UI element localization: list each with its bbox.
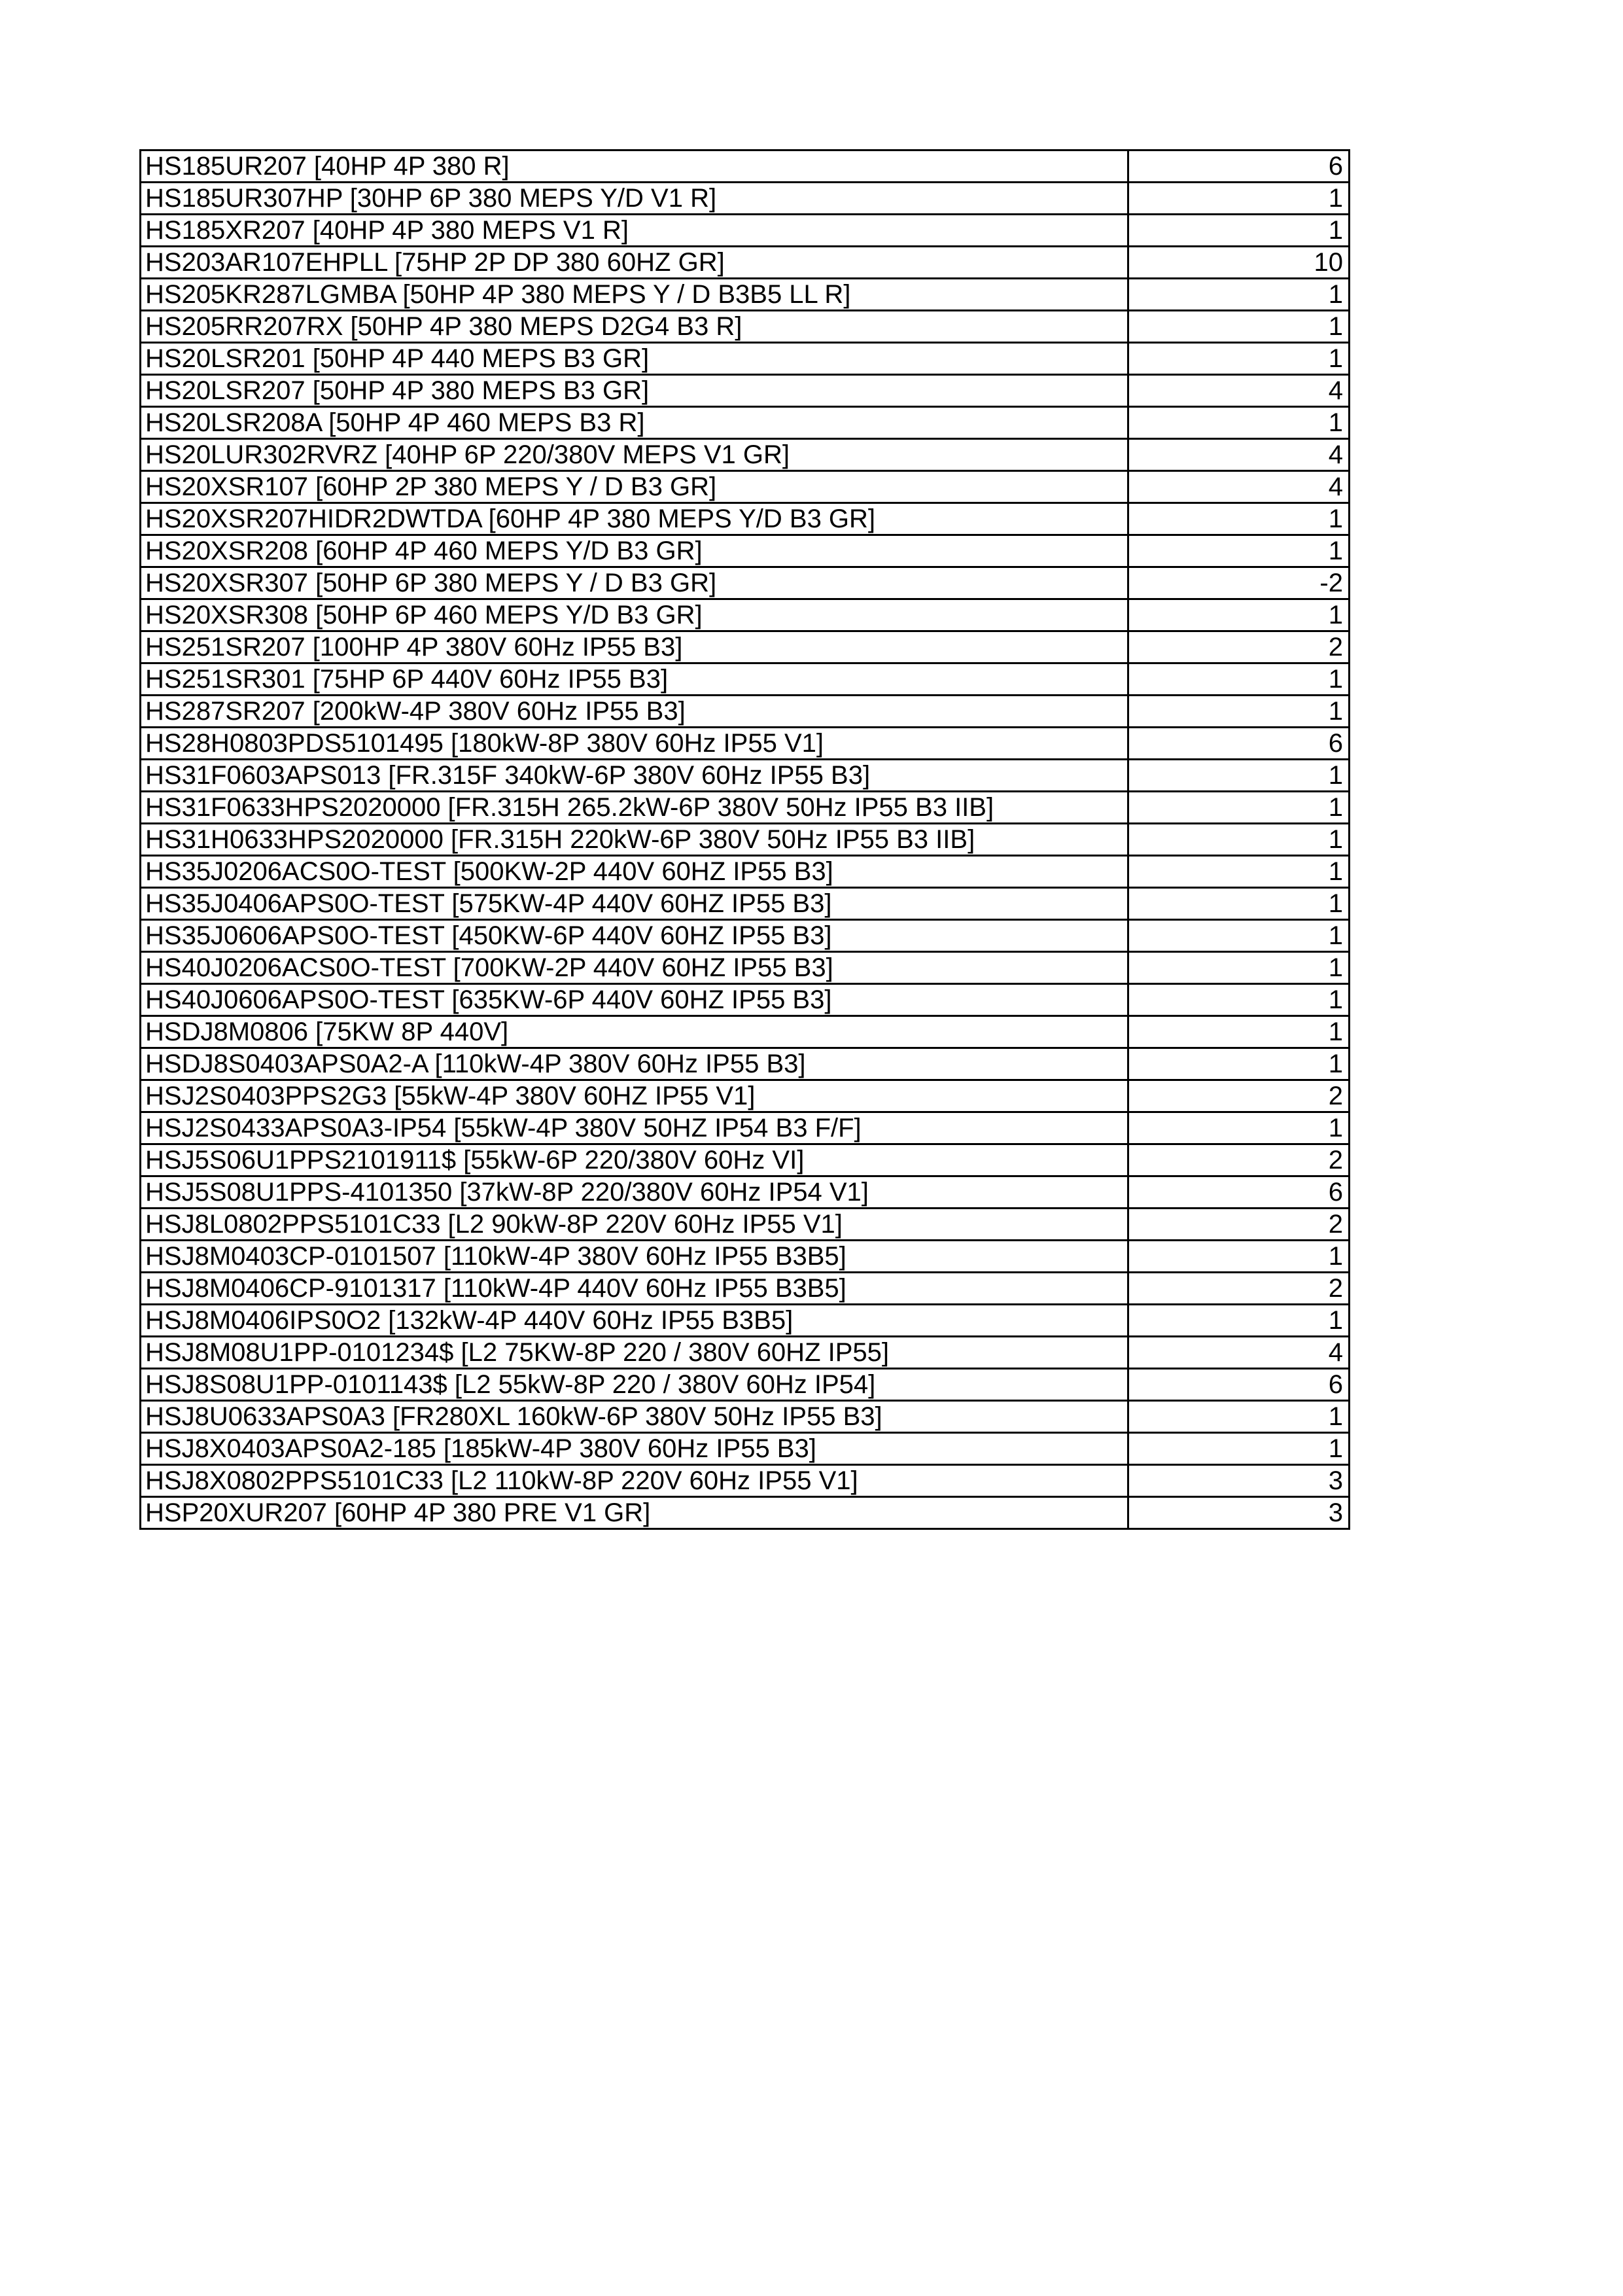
table-row bbox=[141, 150, 1350, 183]
table-row bbox=[141, 503, 1350, 535]
table-row bbox=[141, 599, 1350, 631]
item-description-cell: HS35J0206ACS0O-TEST [500KW-2P 440V 60HZ IP55 B3] bbox=[141, 856, 1128, 888]
item-description-cell: HSJ8L0802PPS5101C33 [L2 90kW-8P 220V 60Hz IP55 V1] bbox=[141, 1209, 1128, 1241]
table-row bbox=[141, 247, 1350, 279]
quantity-cell: 1 bbox=[1128, 856, 1350, 888]
table-row bbox=[141, 471, 1350, 503]
quantity-cell: 2 bbox=[1128, 1144, 1350, 1176]
quantity-cell: 1 bbox=[1128, 343, 1350, 375]
inventory-table bbox=[139, 149, 1350, 1530]
item-description-cell: HSJ8X0802PPS5101C33 [L2 110kW-8P 220V 60Hz IP55 V1] bbox=[141, 1465, 1128, 1497]
item-description-cell: HSJ8S08U1PP-0101143$ [L2 55kW-8P 220 / 380V 60Hz IP54] bbox=[141, 1369, 1128, 1401]
item-description-cell: HS20XSR208 [60HP 4P 460 MEPS Y/D B3 GR] bbox=[141, 535, 1128, 567]
table-row bbox=[141, 1465, 1350, 1497]
table-row bbox=[141, 1016, 1350, 1048]
quantity-cell: 1 bbox=[1128, 1048, 1350, 1080]
quantity-cell: 2 bbox=[1128, 631, 1350, 663]
table-row bbox=[141, 311, 1350, 343]
item-description-cell: HS205RR207RX [50HP 4P 380 MEPS D2G4 B3 R] bbox=[141, 311, 1128, 343]
item-description-cell: HS205KR287LGMBA [50HP 4P 380 MEPS Y / D B3B5 LL R] bbox=[141, 279, 1128, 311]
quantity-cell: 1 bbox=[1128, 952, 1350, 984]
item-description-cell: HSDJ8M0806 [75KW 8P 440V] bbox=[141, 1016, 1128, 1048]
quantity-cell: 1 bbox=[1128, 407, 1350, 439]
quantity-cell: 1 bbox=[1128, 1305, 1350, 1337]
item-description-cell: HS35J0406APS0O-TEST [575KW-4P 440V 60HZ IP55 B3] bbox=[141, 888, 1128, 920]
quantity-cell: 1 bbox=[1128, 279, 1350, 311]
item-description-cell: HS20XSR308 [50HP 6P 460 MEPS Y/D B3 GR] bbox=[141, 599, 1128, 631]
inventory-table-body bbox=[141, 150, 1350, 1529]
quantity-cell: 4 bbox=[1128, 1337, 1350, 1369]
table-row bbox=[141, 1401, 1350, 1433]
table-row bbox=[141, 1305, 1350, 1337]
table-row bbox=[141, 1176, 1350, 1209]
quantity-cell: 3 bbox=[1128, 1497, 1350, 1529]
item-description-cell: HSJ8M08U1PP-0101234$ [L2 75KW-8P 220 / 380V 60HZ IP55] bbox=[141, 1337, 1128, 1369]
quantity-cell: 1 bbox=[1128, 503, 1350, 535]
table-row bbox=[141, 535, 1350, 567]
table-row bbox=[141, 760, 1350, 792]
table-row bbox=[141, 279, 1350, 311]
table-row bbox=[141, 952, 1350, 984]
quantity-cell: 6 bbox=[1128, 728, 1350, 760]
table-row bbox=[141, 888, 1350, 920]
table-row bbox=[141, 1048, 1350, 1080]
table-row bbox=[141, 215, 1350, 247]
table-row bbox=[141, 1241, 1350, 1273]
quantity-cell: 1 bbox=[1128, 215, 1350, 247]
item-description-cell: HSJ8U0633APS0A3 [FR280XL 160kW-6P 380V 50Hz IP55 B3] bbox=[141, 1401, 1128, 1433]
table-row bbox=[141, 1273, 1350, 1305]
item-description-cell: HS20XSR107 [60HP 2P 380 MEPS Y / D B3 GR] bbox=[141, 471, 1128, 503]
table-row bbox=[141, 1433, 1350, 1465]
quantity-cell: 1 bbox=[1128, 920, 1350, 952]
quantity-cell: 1 bbox=[1128, 183, 1350, 215]
item-description-cell: HS40J0206ACS0O-TEST [700KW-2P 440V 60HZ IP55 B3] bbox=[141, 952, 1128, 984]
table-row bbox=[141, 920, 1350, 952]
table-row bbox=[141, 728, 1350, 760]
table-row bbox=[141, 439, 1350, 471]
quantity-cell: 4 bbox=[1128, 439, 1350, 471]
quantity-cell: 1 bbox=[1128, 760, 1350, 792]
item-description-cell: HSJ8M0406IPS0O2 [132kW-4P 440V 60Hz IP55 B3B5] bbox=[141, 1305, 1128, 1337]
table-row bbox=[141, 375, 1350, 407]
item-description-cell: HS203AR107EHPLL [75HP 2P DP 380 60HZ GR] bbox=[141, 247, 1128, 279]
table-row bbox=[141, 824, 1350, 856]
item-description-cell: HS31F0603APS013 [FR.315F 340kW-6P 380V 60Hz IP55 B3] bbox=[141, 760, 1128, 792]
quantity-cell: 2 bbox=[1128, 1209, 1350, 1241]
table-row bbox=[141, 984, 1350, 1016]
item-description-cell: HS20LSR201 [50HP 4P 440 MEPS B3 GR] bbox=[141, 343, 1128, 375]
quantity-cell: 4 bbox=[1128, 471, 1350, 503]
quantity-cell: 1 bbox=[1128, 1241, 1350, 1273]
item-description-cell: HS20LUR302RVRZ [40HP 6P 220/380V MEPS V1 GR] bbox=[141, 439, 1128, 471]
item-description-cell: HS20XSR307 [50HP 6P 380 MEPS Y / D B3 GR] bbox=[141, 567, 1128, 599]
quantity-cell: 2 bbox=[1128, 1273, 1350, 1305]
quantity-cell: 1 bbox=[1128, 663, 1350, 696]
item-description-cell: HSP20XUR207 [60HP 4P 380 PRE V1 GR] bbox=[141, 1497, 1128, 1529]
quantity-cell: 1 bbox=[1128, 1016, 1350, 1048]
item-description-cell: HS251SR301 [75HP 6P 440V 60Hz IP55 B3] bbox=[141, 663, 1128, 696]
quantity-cell: 1 bbox=[1128, 984, 1350, 1016]
table-row bbox=[141, 1497, 1350, 1529]
quantity-cell: 1 bbox=[1128, 1112, 1350, 1144]
item-description-cell: HSDJ8S0403APS0A2-A [110kW-4P 380V 60Hz IP55 B3] bbox=[141, 1048, 1128, 1080]
item-description-cell: HSJ8M0403CP-0101507 [110kW-4P 380V 60Hz IP55 B3B5] bbox=[141, 1241, 1128, 1273]
item-description-cell: HS31F0633HPS2020000 [FR.315H 265.2kW-6P 380V 50Hz IP55 B3 IIB] bbox=[141, 792, 1128, 824]
item-description-cell: HSJ5S06U1PPS2101911$ [55kW-6P 220/380V 60Hz VI] bbox=[141, 1144, 1128, 1176]
table-row bbox=[141, 1337, 1350, 1369]
table-row bbox=[141, 343, 1350, 375]
table-row bbox=[141, 567, 1350, 599]
item-description-cell: HS20LSR208A [50HP 4P 460 MEPS B3 R] bbox=[141, 407, 1128, 439]
table-row bbox=[141, 1209, 1350, 1241]
table-row bbox=[141, 407, 1350, 439]
quantity-cell: 1 bbox=[1128, 824, 1350, 856]
item-description-cell: HS185XR207 [40HP 4P 380 MEPS V1 R] bbox=[141, 215, 1128, 247]
quantity-cell: 2 bbox=[1128, 1080, 1350, 1112]
quantity-cell: 1 bbox=[1128, 1433, 1350, 1465]
item-description-cell: HS20XSR207HIDR2DWTDA [60HP 4P 380 MEPS Y/D B3 GR] bbox=[141, 503, 1128, 535]
quantity-cell: -2 bbox=[1128, 567, 1350, 599]
item-description-cell: HS287SR207 [200kW-4P 380V 60Hz IP55 B3] bbox=[141, 696, 1128, 728]
quantity-cell: 1 bbox=[1128, 311, 1350, 343]
item-description-cell: HSJ2S0403PPS2G3 [55kW-4P 380V 60HZ IP55 V1] bbox=[141, 1080, 1128, 1112]
item-description-cell: HS185UR307HP [30HP 6P 380 MEPS Y/D V1 R] bbox=[141, 183, 1128, 215]
item-description-cell: HSJ5S08U1PPS-4101350 [37kW-8P 220/380V 60Hz IP54 V1] bbox=[141, 1176, 1128, 1209]
quantity-cell: 1 bbox=[1128, 535, 1350, 567]
table-row bbox=[141, 792, 1350, 824]
table-row bbox=[141, 663, 1350, 696]
quantity-cell: 6 bbox=[1128, 150, 1350, 183]
table-row bbox=[141, 696, 1350, 728]
quantity-cell: 1 bbox=[1128, 888, 1350, 920]
item-description-cell: HS35J0606APS0O-TEST [450KW-6P 440V 60HZ IP55 B3] bbox=[141, 920, 1128, 952]
table-row bbox=[141, 631, 1350, 663]
table-row bbox=[141, 1144, 1350, 1176]
quantity-cell: 1 bbox=[1128, 599, 1350, 631]
item-description-cell: HS251SR207 [100HP 4P 380V 60Hz IP55 B3] bbox=[141, 631, 1128, 663]
item-description-cell: HS28H0803PDS5101495 [180kW-8P 380V 60Hz IP55 V1] bbox=[141, 728, 1128, 760]
item-description-cell: HSJ8X0403APS0A2-185 [185kW-4P 380V 60Hz IP55 B3] bbox=[141, 1433, 1128, 1465]
table-row bbox=[141, 183, 1350, 215]
quantity-cell: 1 bbox=[1128, 696, 1350, 728]
quantity-cell: 4 bbox=[1128, 375, 1350, 407]
item-description-cell: HS40J0606APS0O-TEST [635KW-6P 440V 60HZ IP55 B3] bbox=[141, 984, 1128, 1016]
table-row bbox=[141, 1080, 1350, 1112]
quantity-cell: 10 bbox=[1128, 247, 1350, 279]
item-description-cell: HS31H0633HPS2020000 [FR.315H 220kW-6P 380V 50Hz IP55 B3 IIB] bbox=[141, 824, 1128, 856]
item-description-cell: HSJ2S0433APS0A3-IP54 [55kW-4P 380V 50HZ IP54 B3 F/F] bbox=[141, 1112, 1128, 1144]
item-description-cell: HSJ8M0406CP-9101317 [110kW-4P 440V 60Hz IP55 B3B5] bbox=[141, 1273, 1128, 1305]
quantity-cell: 6 bbox=[1128, 1369, 1350, 1401]
quantity-cell: 3 bbox=[1128, 1465, 1350, 1497]
item-description-cell: HS20LSR207 [50HP 4P 380 MEPS B3 GR] bbox=[141, 375, 1128, 407]
quantity-cell: 1 bbox=[1128, 792, 1350, 824]
quantity-cell: 1 bbox=[1128, 1401, 1350, 1433]
table-row bbox=[141, 1369, 1350, 1401]
item-description-cell: HS185UR207 [40HP 4P 380 R] bbox=[141, 150, 1128, 183]
table-row bbox=[141, 856, 1350, 888]
quantity-cell: 6 bbox=[1128, 1176, 1350, 1209]
table-row bbox=[141, 1112, 1350, 1144]
